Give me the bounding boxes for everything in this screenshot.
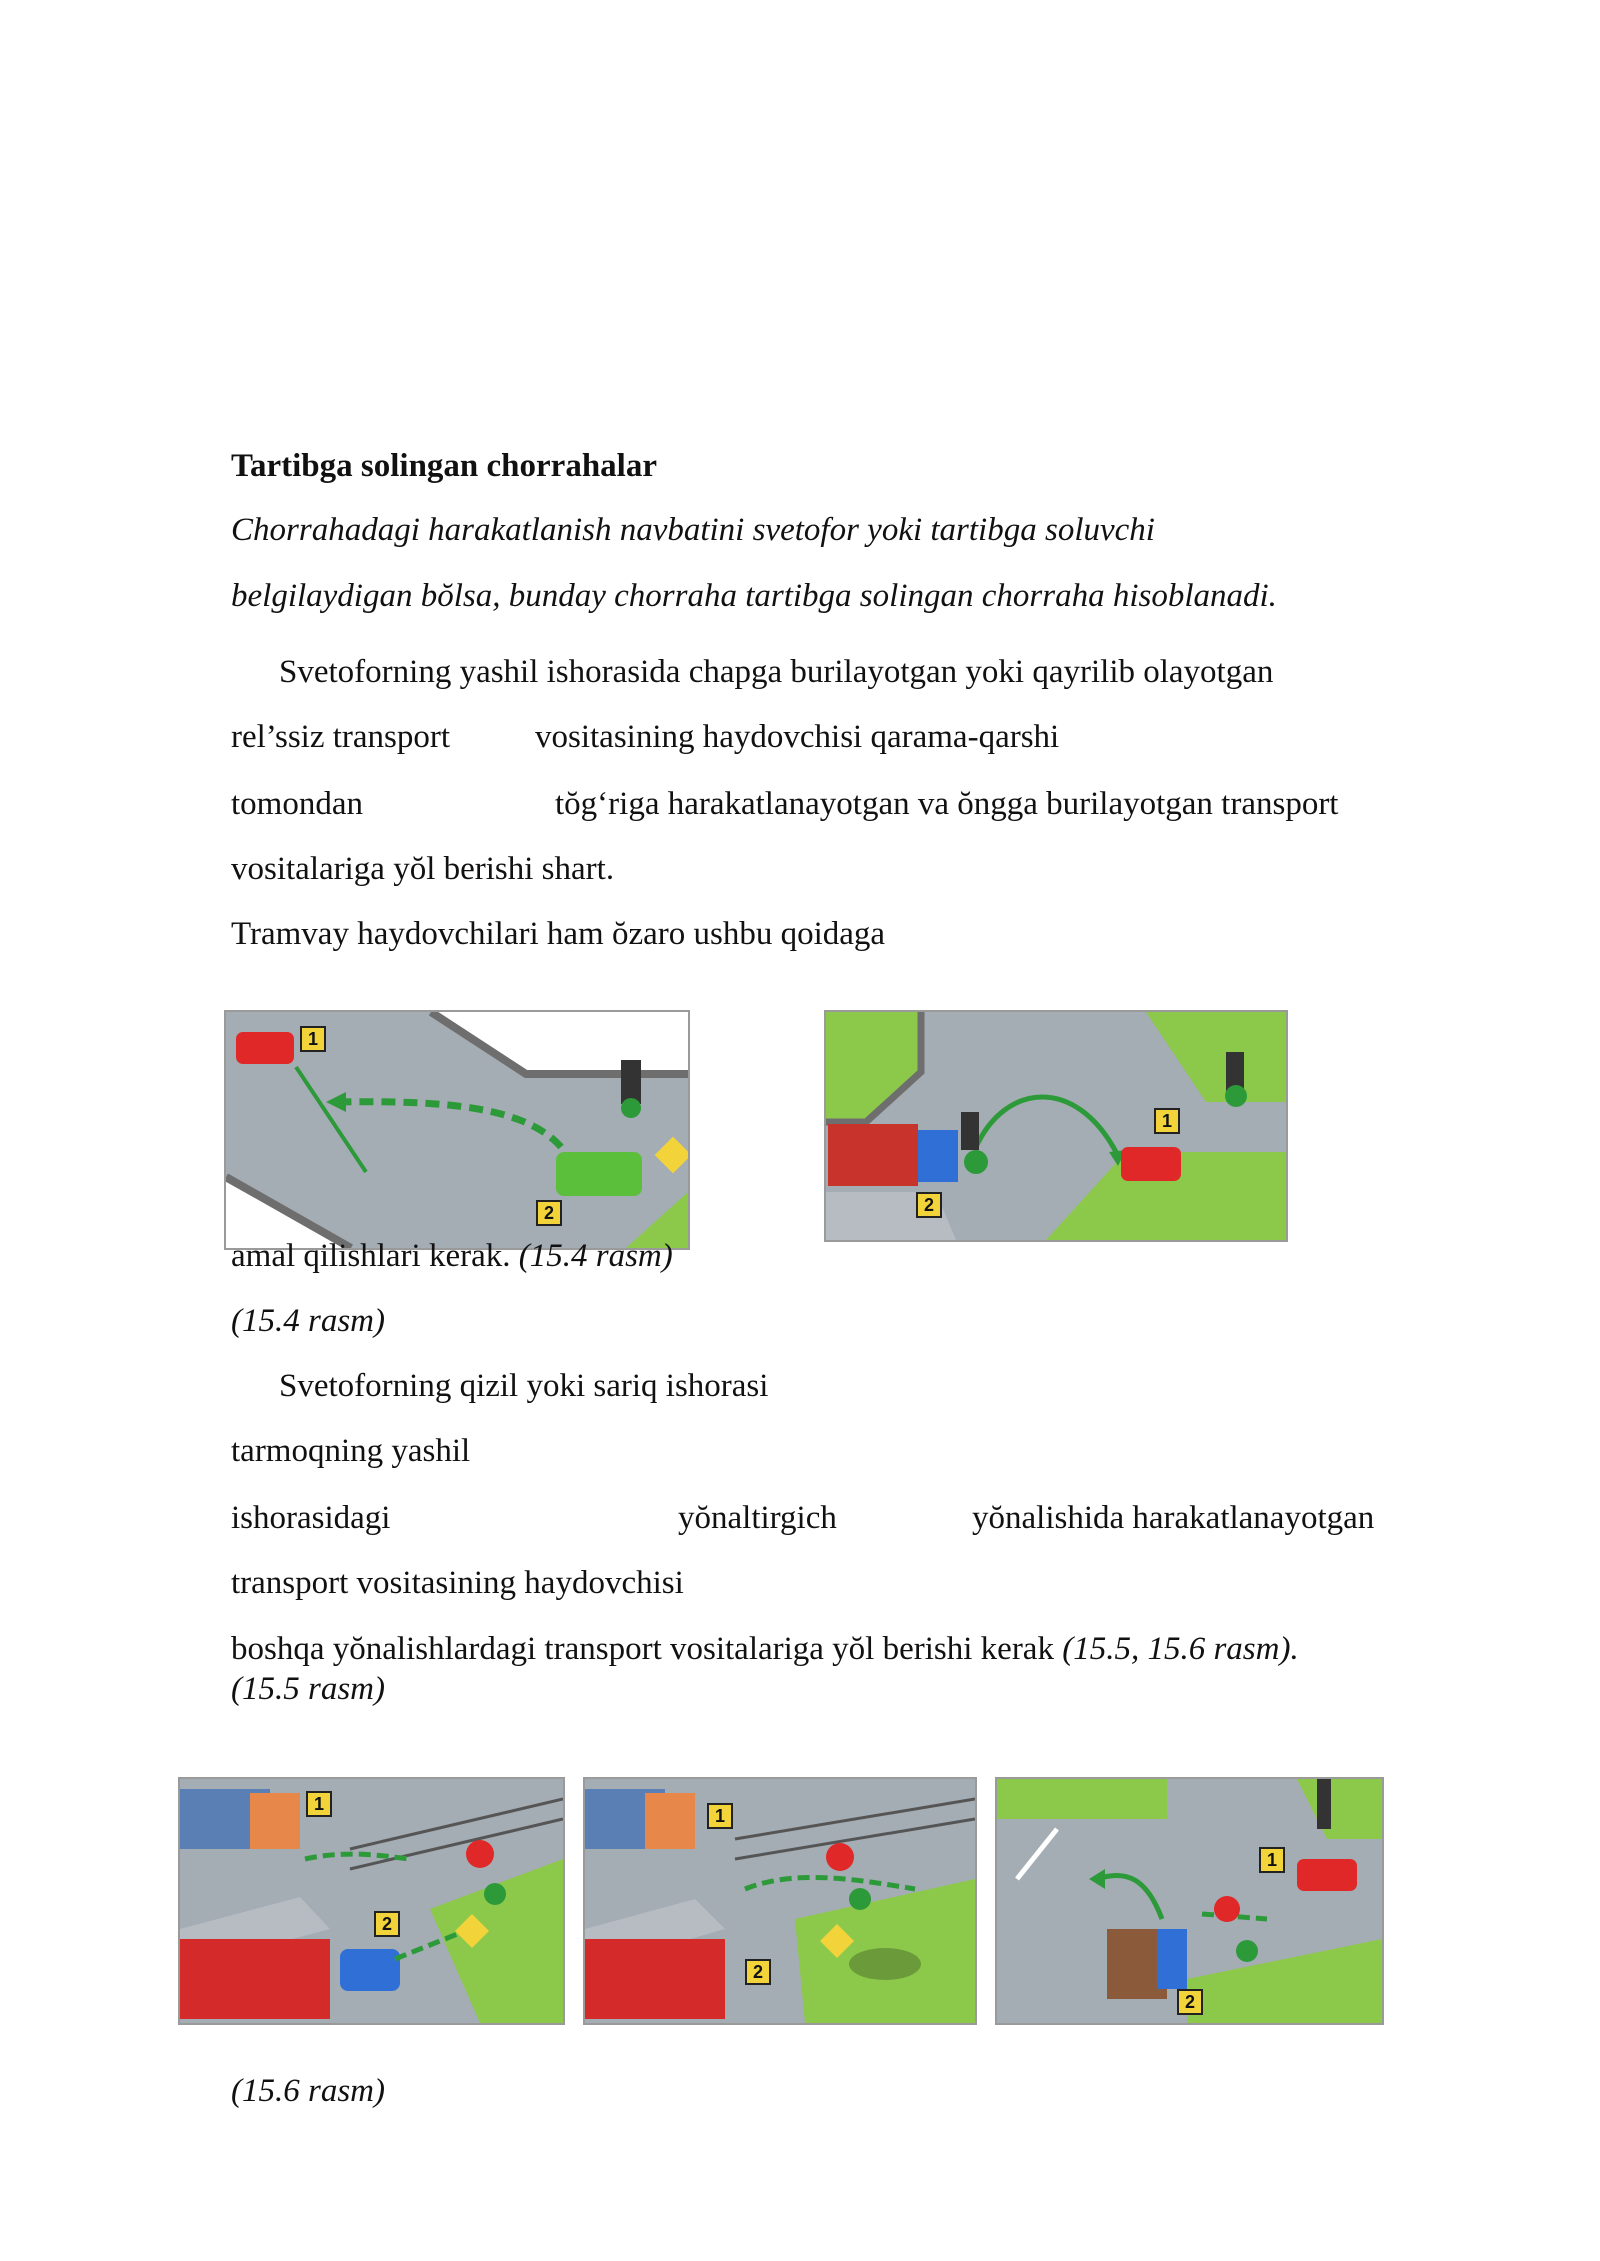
caption-15-5: (15.5 rasm) — [231, 1671, 385, 1707]
para2-line-3b: yŏnaltirgich — [678, 1500, 837, 1536]
traffic-light — [621, 1060, 641, 1104]
green-signal — [621, 1098, 641, 1118]
para2-line-5 — [231, 1633, 1299, 1666]
label-1: 1 — [306, 1791, 332, 1817]
red-car — [236, 1032, 294, 1064]
figure-15-4-right — [824, 1010, 1288, 1242]
green-car — [556, 1152, 642, 1196]
truck-cab — [250, 1793, 300, 1849]
para1-line-3b: tŏg‘riga harakatlanayotgan va ŏngga burilayotgan transport — [555, 786, 1339, 822]
truck-cargo — [828, 1124, 918, 1186]
red-signal — [1214, 1896, 1240, 1922]
label-1: 1 — [1259, 1847, 1285, 1873]
label-2: 2 — [745, 1959, 771, 1985]
label-2: 2 — [374, 1911, 400, 1937]
label-1: 1 — [300, 1026, 326, 1052]
traffic-light-2 — [961, 1112, 979, 1150]
green-signal — [1225, 1085, 1247, 1107]
para1-line-1: Svetoforning yashil ishorasida chapga burilayotgan yoki qayrilib olayotgan — [279, 654, 1274, 690]
red-signal — [826, 1843, 854, 1871]
grass-top-left — [997, 1779, 1167, 1819]
figure-15-5-b — [583, 1777, 977, 2025]
figure-15-5-a — [178, 1777, 565, 2025]
traffic-light — [1317, 1779, 1331, 1829]
caption-15-4: (15.4 rasm) — [231, 1303, 385, 1339]
label-1: 1 — [707, 1803, 733, 1829]
para2-line-2: tarmoqning yashil — [231, 1433, 471, 1469]
para2-line-1: Svetoforning qizil yoki sariq ishorasi — [279, 1368, 769, 1404]
green-arrow-signal — [1236, 1940, 1258, 1962]
label-2: 2 — [916, 1192, 942, 1218]
para2-line-3a: ishorasidagi — [231, 1500, 391, 1536]
van-cab — [1157, 1929, 1187, 1989]
definition-line-1: Chorrahadagi harakatlanish navbatini svetofor yoki tartibga soluvchi — [231, 512, 1155, 548]
tram — [585, 1939, 725, 2019]
para2-line-5a: boshqa yŏnalishlardagi transport vositalariga yŏl berishi kerak — [231, 1631, 1054, 1667]
para1-line-6a: amal qilishlari kerak. — [231, 1238, 511, 1274]
para1-line-6 — [231, 1240, 673, 1273]
label-2: 2 — [1177, 1989, 1203, 2015]
para1-line-6b: (15.4 rasm) — [518, 1238, 673, 1274]
bushes — [849, 1948, 921, 1980]
para1-line-5: Tramvay haydovchilari ham ŏzaro ushbu qoidaga — [231, 916, 886, 952]
para1-line-2a: rel’ssiz transport — [231, 719, 451, 755]
blue-car — [340, 1949, 400, 1991]
para2-line-4: transport vositasining haydovchisi — [231, 1565, 684, 1601]
figure-15-6 — [995, 1777, 1384, 2025]
red-car — [1121, 1147, 1181, 1181]
page-title: Tartibga solingan chorrahalar — [231, 448, 657, 484]
para1-line-3a: tomondan — [231, 786, 363, 822]
figure-15-4-left — [224, 1010, 690, 1250]
red-car — [1297, 1859, 1357, 1891]
caption-15-6: (15.6 rasm) — [231, 2073, 385, 2109]
para1-line-2b: vositasining haydovchisi qarama-qarshi — [535, 719, 1060, 755]
truck-cab — [645, 1793, 695, 1849]
para2-line-3c: yŏnalishida harakatlanayotgan — [972, 1500, 1375, 1536]
para1-line-4: vositalariga yŏl berishi shart. — [231, 851, 615, 887]
para2-line-5b: (15.5, 15.6 rasm). — [1062, 1631, 1299, 1667]
green-arrow-signal — [849, 1888, 871, 1910]
tram — [180, 1939, 330, 2019]
definition-line-2: belgilaydigan bŏlsa, bunday chorraha tartibga solingan chorraha hisoblanadi. — [231, 578, 1277, 614]
label-1: 1 — [1154, 1108, 1180, 1134]
green-arrow-signal — [964, 1150, 988, 1174]
truck-cab — [918, 1130, 958, 1182]
red-signal — [466, 1840, 494, 1868]
green-arrow-signal — [484, 1883, 506, 1905]
label-2: 2 — [536, 1200, 562, 1226]
